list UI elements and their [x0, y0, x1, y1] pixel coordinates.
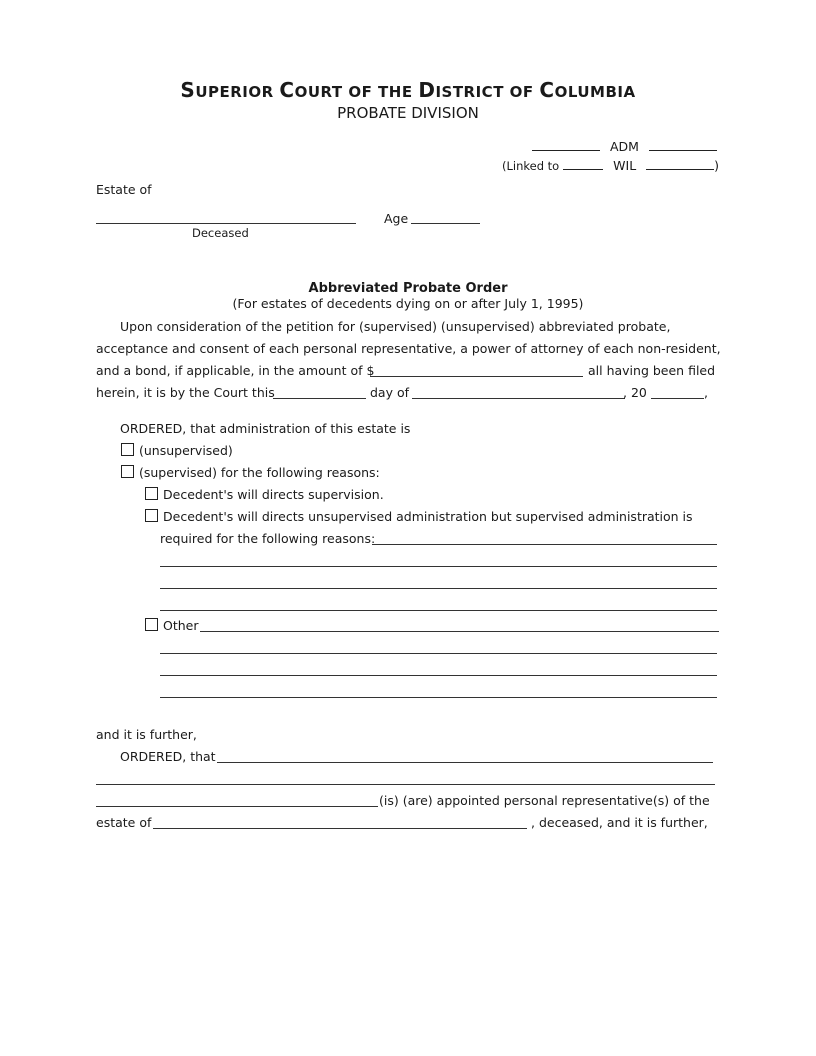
title-rest-3: ISTRICT OF [435, 83, 540, 101]
deceased-caption: Deceased [192, 226, 249, 240]
decedent-name-field[interactable] [96, 223, 356, 224]
reason1-label: Decedent's will directs supervision. [163, 487, 384, 502]
year-field[interactable] [651, 398, 704, 399]
reason-other [145, 618, 199, 633]
title-cap-4: C [539, 78, 555, 102]
other-field-3[interactable] [160, 675, 717, 676]
reason-will-directs [145, 487, 384, 502]
adm-case-number [532, 139, 717, 154]
ordered-field-2[interactable] [96, 784, 715, 785]
age-field[interactable] [411, 223, 480, 224]
wil-label: WIL [613, 158, 637, 173]
linked-prefix-field[interactable] [563, 158, 603, 170]
other-field-2[interactable] [160, 653, 717, 654]
court-title [0, 78, 816, 102]
day-field[interactable] [273, 398, 366, 399]
deceased-further: , deceased, and it is further, [531, 815, 708, 830]
para-line-4c: , 20 [623, 385, 647, 400]
and-further: and it is further, [96, 727, 197, 742]
option-supervised [121, 465, 380, 480]
supervised-label: (supervised) for the following reasons: [139, 465, 380, 480]
reason1-checkbox[interactable] [145, 487, 158, 500]
estate-label: Estate of [96, 182, 152, 197]
para-line-3b: all having been filed [588, 363, 716, 378]
other-checkbox[interactable] [145, 618, 158, 631]
unsupervised-label: (unsupervised) [139, 443, 233, 458]
title-cap-2: C [279, 78, 295, 102]
title-cap-1: S [180, 78, 196, 102]
unsupervised-checkbox[interactable] [121, 443, 134, 456]
division-title: PROBATE DIVISION [337, 104, 479, 122]
ordered-field-1[interactable] [217, 762, 713, 763]
reason-field-4[interactable] [160, 610, 717, 611]
order-title: Abbreviated Probate Order [308, 281, 508, 296]
reason2-continued: required for the following reasons: [160, 531, 376, 546]
adm-label: ADM [609, 139, 639, 154]
supervised-checkbox[interactable] [121, 465, 134, 478]
title-cap-3: D [418, 78, 436, 102]
reason-field-3[interactable] [160, 588, 717, 589]
month-field[interactable] [412, 398, 625, 399]
estate-of-label: estate of [96, 815, 152, 830]
order-subtitle: (For estates of decedents dying on or after July 1, 1995) [232, 296, 584, 311]
appointed-text: (is) (are) appointed personal representative(s) of the [379, 793, 710, 808]
para-line-4a: herein, it is by the Court this [96, 385, 275, 400]
reason2-label: Decedent's will directs unsupervised administration but supervised administration is [163, 509, 693, 524]
close-paren: ) [714, 158, 720, 173]
wil-number-field[interactable] [646, 158, 714, 170]
reason-field-1[interactable] [372, 544, 717, 545]
representative-name-field[interactable] [96, 806, 378, 807]
title-rest-4: OLUMBIA [554, 83, 636, 101]
option-unsupervised [121, 443, 233, 458]
age-label: Age [384, 211, 409, 226]
para-line-4b: day of [370, 385, 410, 400]
bond-amount-field[interactable] [370, 376, 583, 377]
adm-number-field[interactable] [649, 139, 717, 151]
para-line-1: Upon consideration of the petition for (supervised) (unsupervised) abbreviated probate, [120, 319, 671, 334]
other-field-4[interactable] [160, 697, 717, 698]
reason-required [145, 509, 693, 524]
linked-label: (Linked to [502, 159, 560, 173]
para-line-3a: and a bond, if applicable, in the amount of $ [96, 363, 375, 378]
reason2-checkbox[interactable] [145, 509, 158, 522]
title-rest-1: UPERIOR [195, 83, 280, 101]
para-line-4d: , [704, 385, 708, 400]
reason-field-2[interactable] [160, 566, 717, 567]
adm-prefix-field[interactable] [532, 139, 600, 151]
ordered-administration: ORDERED, that administration of this estate is [120, 421, 411, 436]
para-line-2: acceptance and consent of each personal representative, a power of attorney of each non-resident, [96, 341, 721, 356]
other-label: Other [163, 618, 199, 633]
estate-name-field[interactable] [153, 828, 527, 829]
other-field-1[interactable] [200, 631, 719, 632]
wil-case-number [502, 158, 719, 173]
title-rest-2: OURT OF THE [294, 83, 419, 101]
ordered-that: ORDERED, that [120, 749, 216, 764]
